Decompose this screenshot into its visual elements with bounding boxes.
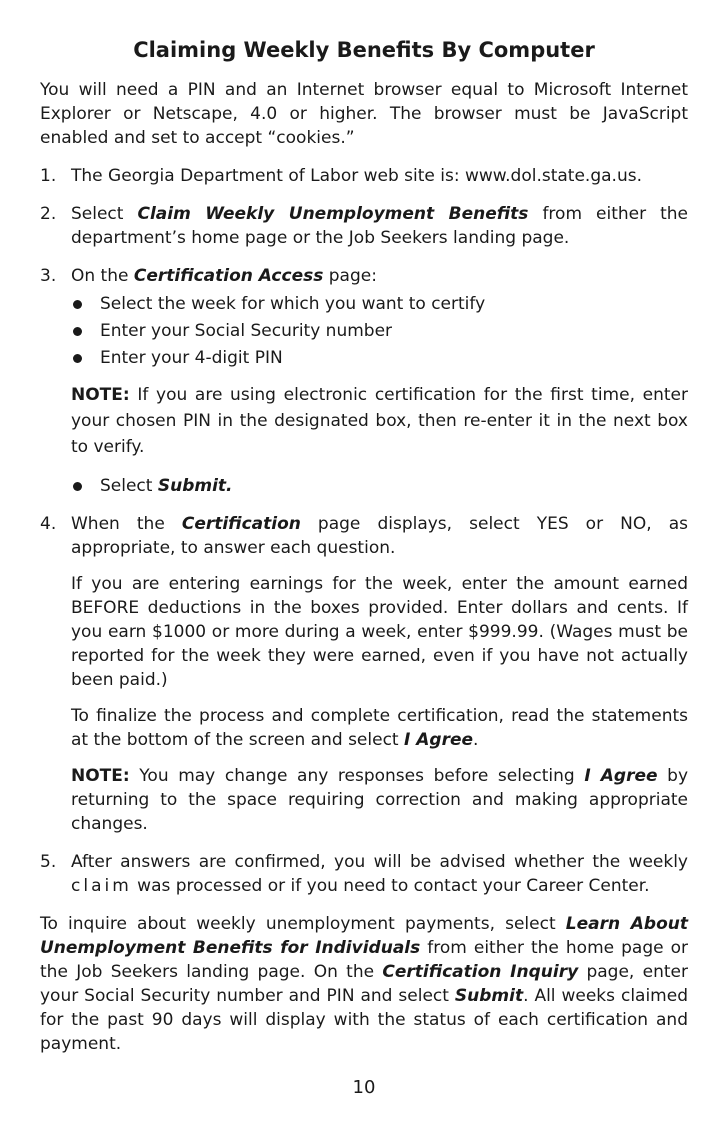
step-3-text: On the Certification Access page: (71, 266, 377, 286)
note-paragraph: NOTE: You may change any responses before selecting I Agree by returning to the space requiring correction and making appropriate changes. (71, 766, 689, 834)
document-page (40, 36, 688, 1056)
emphasis: Submit. (157, 476, 233, 496)
emphasis: Learn About Unemployment Benefits for Individuals (40, 914, 688, 958)
step-number: 5. (40, 852, 57, 872)
emphasis: I Agree (404, 730, 474, 750)
emphasis: Certification (181, 514, 301, 534)
step-number: 2. (40, 204, 57, 224)
spaced-word: claim (71, 876, 132, 896)
step-number: 3. (40, 266, 57, 286)
intro-paragraph: You will need a PIN and an Internet browser equal to Microsoft Internet Explorer or Netscape, 4.0 or higher. The browser must be JavaScript enabled and set to accept “cookies.” (40, 80, 688, 148)
emphasis: Certification Access (133, 266, 324, 286)
step-2-text: Select Claim Weekly Unemployment Benefits from either the department’s home page or the Job Seekers landing page. (71, 204, 689, 248)
emphasis: I Agree (584, 766, 658, 786)
list-item: Select the week for which you want to certify (71, 292, 688, 316)
list-item: Select Submit. (71, 474, 688, 498)
step-number: 4. (40, 514, 57, 534)
page-title: Claiming Weekly Benefits By Computer (133, 38, 595, 62)
step-5-text: After answers are confirmed, you will be advised whether the weekly claim was processed or if you need to contact your Career Center. (71, 852, 688, 896)
bullet-icon (73, 327, 82, 336)
step-number: 1. (40, 166, 57, 186)
emphasis: Certification Inquiry (382, 962, 579, 982)
note-label: NOTE: (71, 385, 130, 405)
closing-paragraph: To inquire about weekly unemployment payments, select Learn About Unemployment Benefits for Individuals from either the home page or the Job Seekers landing page. On the Certification Inquiry page, enter your Social Security number and PIN and select Submit. All weeks claimed for the past 90 days will display with the status of each certification and payment. (40, 914, 688, 1054)
step-4-text: When the Certification page displays, select YES or NO, as appropriate, to answer each question. (71, 514, 688, 558)
step-5 (40, 850, 688, 898)
earnings-paragraph: If you are entering earnings for the week, enter the amount earned BEFORE deductions in the boxes provided. Enter dollars and cents. If you earn $1000 or more during a week, enter $999.99. (Wages must be reported for the week they were earned, even if you have not actually been paid.) (71, 574, 688, 690)
bullet-icon (73, 354, 82, 363)
page-number: 10 (352, 1077, 376, 1098)
list-item: Enter your Social Security number (71, 319, 688, 343)
step-2 (40, 202, 688, 250)
finalize-paragraph: To finalize the process and complete certification, read the statements at the bottom of the screen and select I Agree. (71, 706, 688, 750)
bullet-icon (73, 482, 82, 491)
step-3 (40, 264, 688, 498)
bullet-list (71, 474, 688, 498)
step-1-text: The Georgia Department of Labor web site is: www.dol.state.ga.us. (71, 166, 642, 186)
list-item: Enter your 4-digit PIN (71, 346, 688, 370)
note-paragraph: NOTE: If you are using electronic certification for the first time, enter your chosen PIN in the designated box, then re-enter it in the next box to verify. (71, 385, 688, 457)
emphasis: Claim Weekly Unemployment Benefits (137, 204, 529, 224)
note-label: NOTE: (71, 766, 130, 786)
step-1 (40, 164, 688, 188)
bullet-list (71, 292, 688, 370)
step-4 (40, 512, 688, 836)
emphasis: Submit (454, 986, 524, 1006)
bullet-icon (73, 300, 82, 309)
